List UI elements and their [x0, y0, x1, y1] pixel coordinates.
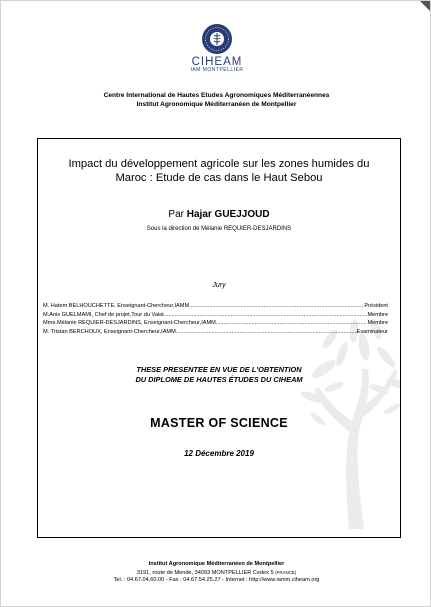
jury-member-role: Examinateur	[356, 328, 388, 335]
jury-member	[43, 302, 388, 311]
jury-member-role: Membre	[367, 311, 388, 318]
author-prefix: Par	[168, 209, 184, 220]
footer-address: 3191, route de Mende, 34093 MONTPELLIER Cedex 5	[136, 570, 274, 576]
jury-member-name: Mme.Mélanie REQUIER-DESJARDINS, Enseignant-Chercheur,IAMM	[43, 320, 216, 327]
dot-leader	[189, 302, 364, 311]
dot-leader	[164, 311, 368, 320]
footer-country: (FRANCE)	[275, 570, 297, 575]
jury-member-name: M.Anis GUELMAMI, Chef de projet,Tour du Valat	[43, 311, 164, 318]
footer-line-1	[1, 561, 431, 569]
defense-date: 12 Décembre 2019	[184, 449, 254, 458]
institution-line-2: Institut Agronomique Méditerranéen de Montpellier	[136, 101, 297, 108]
olive-tree-watermark-icon	[294, 259, 401, 529]
presentation-line-1: THESE PRESENTEE EN VUE DE L'OBTENTION	[136, 365, 302, 374]
jury-member-name: M. Tristan BERCHOUX, Enseignant-Chercheur,IAMM	[43, 328, 176, 335]
footer-line-3	[1, 577, 431, 585]
institution-line-1: Centre International de Hautes Etudes Agronomiques Méditerranéennes	[103, 92, 330, 99]
jury-heading: Jury	[212, 282, 226, 289]
author-line	[38, 209, 400, 220]
thesis-presentation	[38, 365, 400, 384]
dot-leader	[216, 319, 368, 328]
footer-institution: Institut Agronomique Méditerranéen de Montpellier	[148, 561, 285, 567]
footer-contact: Tel. : 04.67.04.60.00 - Fax : 04.67.54.25.27 - Internet : http://www.iamm.ciheam.org	[113, 577, 320, 583]
ciheam-emblem-icon	[201, 23, 233, 55]
jury-member	[43, 319, 388, 328]
supervisor-line: Sous la direction de Mélanie REQUIER-DESJARDINS	[146, 226, 292, 232]
ciheam-logo	[184, 23, 250, 73]
jury-member-role: Président	[364, 303, 388, 309]
logo-subtitle: IAM MONTPELLIER	[190, 67, 244, 73]
degree-title: MASTER OF SCIENCE	[150, 416, 288, 430]
jury-member-name: M. Hatem BELHOUCHETTE, Enseignant-Chercheur,IAMM	[43, 303, 190, 309]
dot-leader	[176, 328, 357, 337]
jury-member	[43, 328, 388, 337]
author-name: Hajar GUEJJOUD	[186, 209, 270, 220]
logo-name: CIHEAM	[191, 56, 243, 68]
presentation-line-2: DU DIPLOME DE HAUTES ÉTUDES DU CIHEAM	[135, 374, 303, 384]
jury-member-role: Membre	[367, 320, 388, 327]
jury-list	[43, 302, 388, 336]
thesis-title: Impact du développement agricole sur les zones humides du Maroc : Etude de cas dans le Haut Sebou	[68, 158, 370, 184]
page-corner-fold	[420, 1, 430, 11]
jury-member	[43, 311, 388, 320]
thesis-frame	[37, 138, 401, 538]
